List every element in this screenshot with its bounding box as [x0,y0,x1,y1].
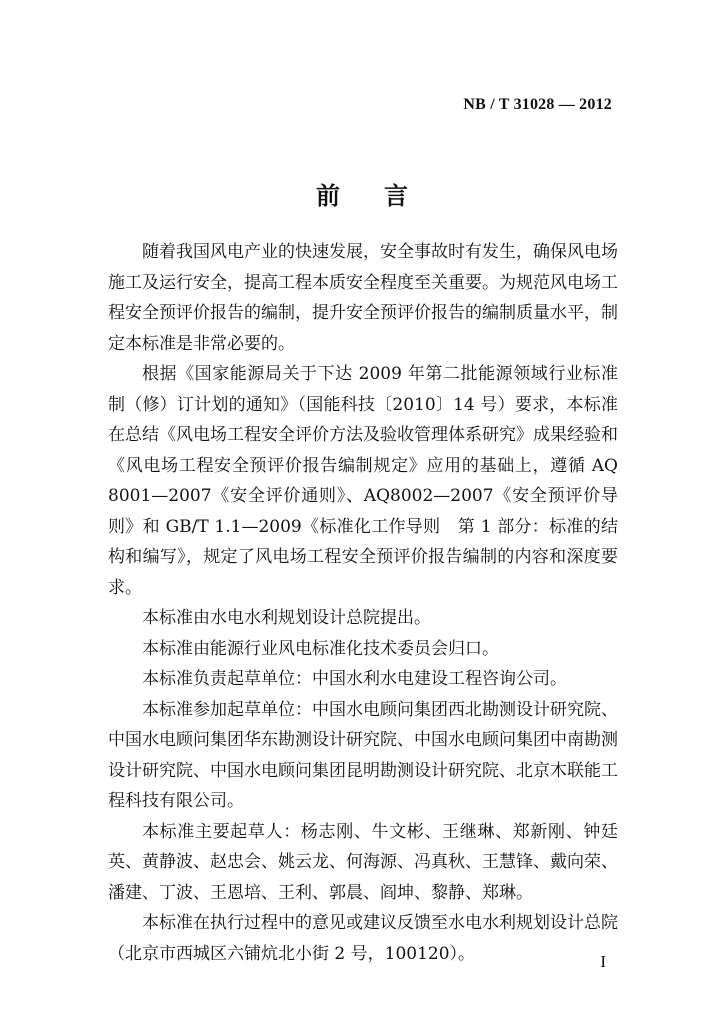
page-number: I [600,952,606,971]
paragraph-lead-drafter: 本标准负责起草单位：中国水利水电建设工程咨询公司。 [142,669,567,689]
paragraph-main-authors: 本标准主要起草人：杨志刚、牛文彬、王继琳、郑新刚、钟廷英、黄静波、赵忠会、姚云龙、何海源、冯真秋、王慧锋、戴向荣、潘建、丁波、王恩培、王利、郭晨、阎坤、黎静、郑琳。 [108,821,618,903]
paragraph-background: 随着我国风电产业的快速发展，安全事故时有发生，确保风电场施工及运行安全，提高工程本质安全程度至关重要。为规范风电场工程安全预评价报告的编制，提升安全预评价报告的编制质量水平，制定本标准是非常必要的。 [108,242,618,354]
paragraph-committee: 本标准由能源行业风电标准化技术委员会归口。 [142,638,499,659]
foreword-body [108,237,618,969]
paragraph-participating-drafters: 本标准参加起草单位：中国水电顾问集团西北勘测设计研究院、中国水电顾问集团华东勘测设计研究院、中国水电顾问集团中南勘测设计研究院、中国水电顾问集团昆明勘测设计研究院、北京木联能工程科技有限公司。 [108,699,618,811]
standard-code: NB / T 31028 — 2012 [463,96,612,113]
paragraph-proposer: 本标准由水电水利规划设计总院提出。 [142,608,431,628]
paragraph-feedback: 本标准在执行过程中的意见或建议反馈至水电水利规划设计总院（北京市西城区六铺炕北小街 2 号，100120）。 [108,913,618,964]
page-title: 前言 [316,182,452,210]
paragraph-basis: 根据《国家能源局关于下达 2009 年第二批能源领域行业标准制（修）订计划的通知》（国能科技〔2010〕14 号）要求，本标准在总结《风电场工程安全评价方法及验收管理体系研究》成果经验和《风电场工程安全预评价报告编制规定》应用的基础上，遵循 AQ 8001—2007《安全评价通则》、AQ8002—2007《安全预评价导则》和 GB/T 1.1—2009《标准化工作导则 第 1 部分：标准的结构和编写》，规定了风电场工程安全预评价报告编制的内容和深度要求。 [108,364,618,598]
